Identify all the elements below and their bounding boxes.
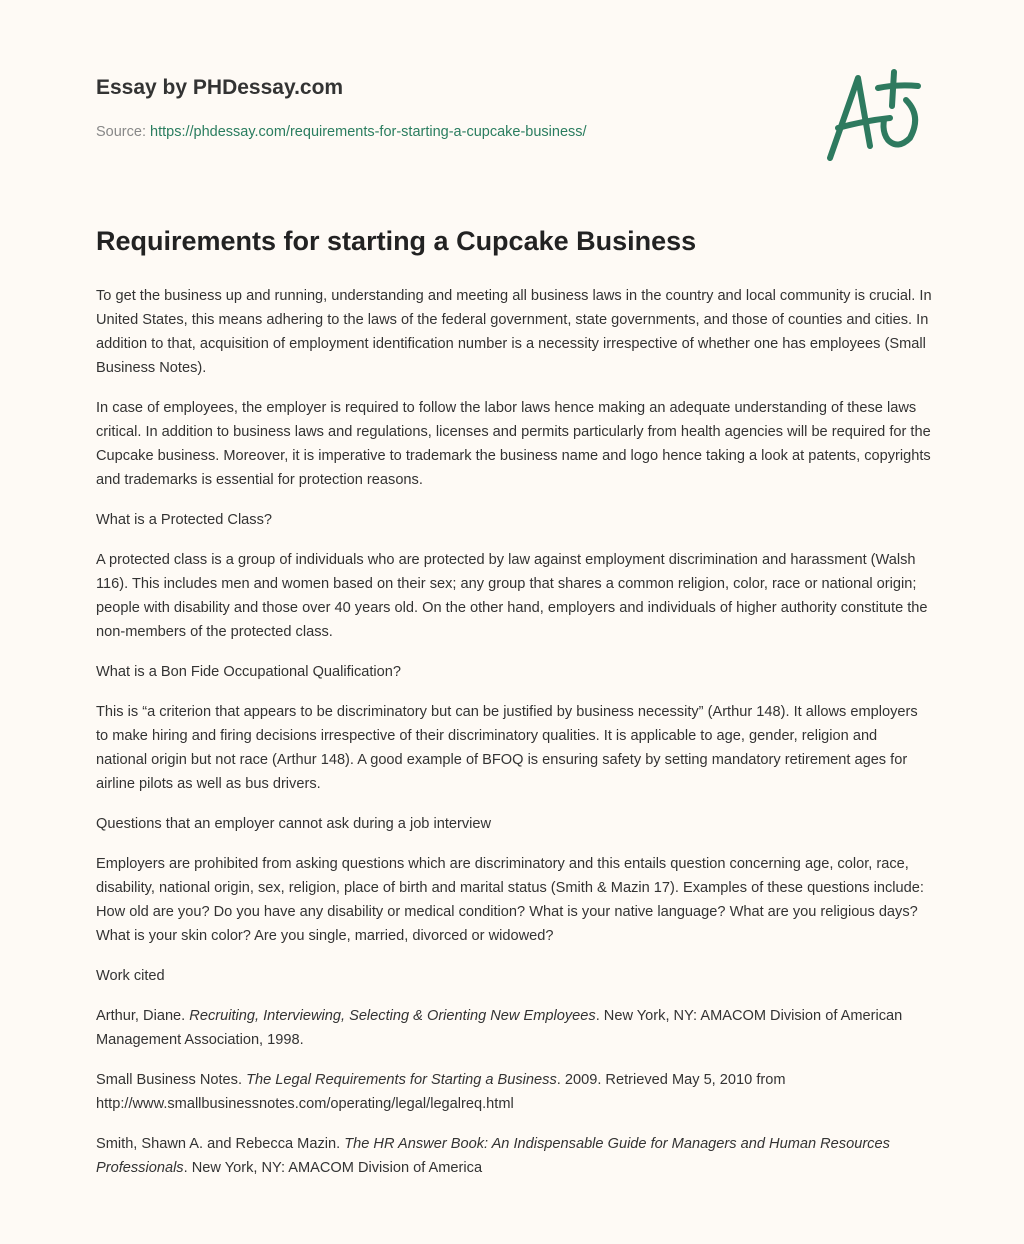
section-heading: What is a Protected Class? [96,512,273,528]
paragraph: To get the business up and running, understanding and meeting all business laws in the country and local community is crucial. In United States, this means adhering to the laws of the federal government, state governments, and those of counties and cities. In addition to that, acquisition of employment identification number is a necessity irrespective of whether one has employees (Small Business Notes). [96,288,932,376]
citation-details: . New York, NY: AMACOM Division of America [183,1160,483,1176]
a-plus-logo-icon [818,66,928,166]
source-line [96,124,587,140]
works-cited-heading: Work cited [96,968,165,984]
paragraph: Employers are prohibited from asking questions which are discriminatory and this entails question concerning age, color, race, disability, national origin, sex, religion, place of birth and marital status (Smith & Mazin 17). Examples of these questions include: How old are you? Do you have any disability or medical condition? What is your native language? What are you religious days? What is your skin color? Are you single, married, divorced or widowed? [96,856,924,944]
section-heading: Questions that an employer cannot ask during a job interview [96,816,492,832]
citation-details: . New York, NY: AMACOM Division of American Management Association, 1998. [96,1008,903,1048]
source-link[interactable]: https://phdessay.com/requirements-for-starting-a-cupcake-business/ [150,124,587,140]
citation-author: Small Business Notes. [96,1072,247,1088]
citation-author: Smith, Shawn A. and Rebecca Mazin. [96,1136,345,1152]
section-heading: What is a Bon Fide Occupational Qualification? [96,664,402,680]
source-label: Source: [96,124,146,140]
paragraph: A protected class is a group of individuals who are protected by law against employment discrimination and harassment (Walsh 116). This includes men and women based on their sex; any group that shares a common religion, color, race or national origin; people with disability and those over 40 years old. On the other hand, employers and individuals of higher authority constitute the non-members of the protected class. [96,552,928,640]
citation-details: . 2009. Retrieved May 5, 2010 from http://www.smallbusinessnotes.com/operating/legal/legalreq.html [96,1072,786,1112]
site-brand: Essay by PHDessay.com [96,76,344,99]
paragraph: This is “a criterion that appears to be discriminatory but can be justified by business necessity” (Arthur 148). It allows employers to make hiring and firing decisions irrespective of their discriminatory qualities. It is applicable to age, gender, religion and national origin but not race (Arthur 148). A good example of BFOQ is ensuring safety by setting mandatory retirement ages for airline pilots as well as bus drivers. [96,704,918,792]
citation-title: Recruiting, Interviewing, Selecting & Orienting New Employees [189,1008,596,1024]
citation [96,1132,932,1180]
citation [96,1004,932,1052]
paragraph: In case of employees, the employer is required to follow the labor laws hence making an adequate understanding of these laws critical. In addition to business laws and regulations, licenses and permits particularly from health agencies will be required for the Cupcake business. Moreover, it is imperative to trademark the business name and logo hence taking a look at patents, copyrights and trademarks is essential for protection reasons. [96,400,931,488]
citation-author: Arthur, Diane. [96,1008,190,1024]
page-title: Requirements for starting a Cupcake Business [96,226,697,256]
citation [96,1068,932,1116]
citation-title: The HR Answer Book: An Indispensable Guide for Managers and Human Resources Professionals [96,1136,890,1176]
essay-body [96,284,932,1196]
citation-title: The Legal Requirements for Starting a Business [246,1072,557,1088]
